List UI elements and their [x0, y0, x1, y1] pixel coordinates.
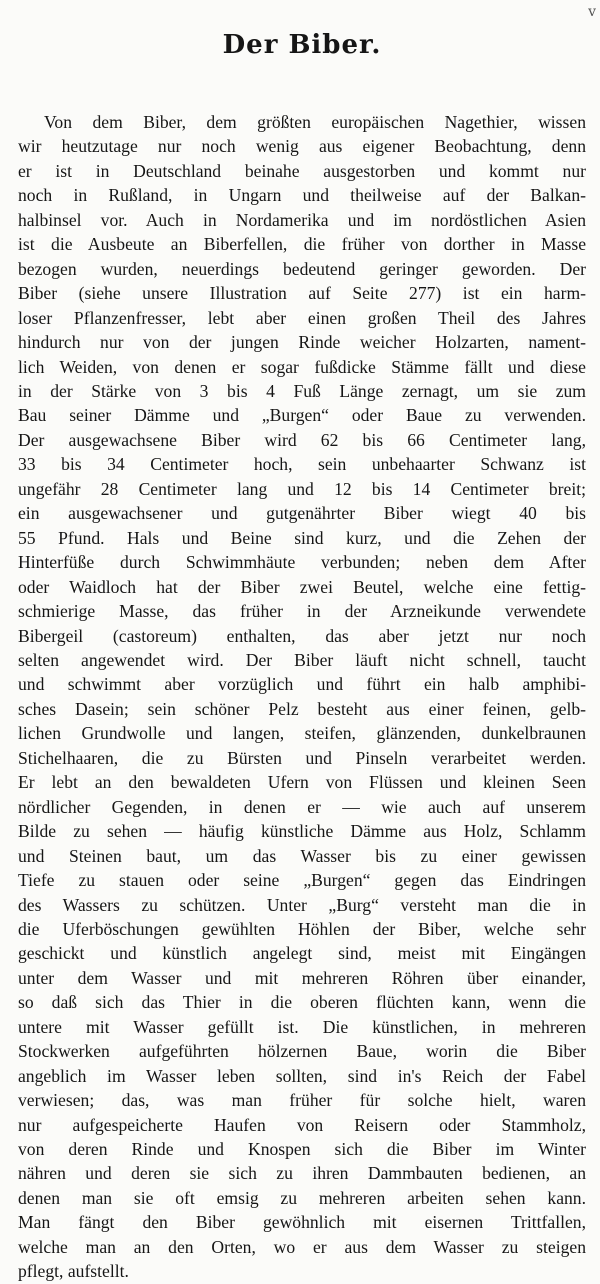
text-line: Man fängt den Biber gewöhnlich mit eisernen Trittfallen, — [18, 1212, 586, 1233]
text-line: Biber (siehe unsere Illustration auf Seite 277) ist ein harm- — [18, 283, 586, 304]
text-line: verwiesen; das, was man früher für solche hielt, waren — [18, 1090, 586, 1111]
article-body — [18, 110, 586, 1284]
text-line: angeblich im Wasser leben sollten, sind in's Reich der Fabel — [18, 1065, 586, 1086]
text-line: unter dem Wasser und mit mehreren Röhren über einander, — [18, 967, 586, 988]
text-line: Bibergeil (castoreum) enthalten, das aber jetzt nur noch — [18, 625, 586, 646]
text-line: so daß sich das Thier in die oberen flüchten kann, wenn die — [18, 992, 586, 1013]
text-line: wir heutzutage nur noch wenig aus eigener Beobachtung, denn — [18, 136, 586, 157]
text-line: untere mit Wasser gefüllt ist. Die künstlichen, in mehreren — [18, 1016, 586, 1037]
text-line: des Wassers zu schützen. Unter „Burg“ versteht man die in — [18, 894, 586, 915]
text-line: ein ausgewachsener und gutgenährter Biber wiegt 40 bis — [18, 503, 586, 524]
text-line: bezogen wurden, neuerdings bedeutend geringer geworden. Der — [18, 258, 586, 279]
text-line: Der ausgewachsene Biber wird 62 bis 66 Centimeter lang, — [18, 429, 586, 450]
text-line: loser Pflanzenfresser, lebt aber einen großen Theil des Jahres — [18, 307, 586, 328]
text-line: noch in Rußland, in Ungarn und theilweise auf der Balkan- — [18, 185, 586, 206]
text-line: ist die Ausbeute an Biberfellen, die früher von dorther in Masse — [18, 234, 586, 255]
text-line: lich Weiden, von denen er sogar fußdicke Stämme fällt und diese — [18, 356, 586, 377]
text-line: die Uferböschungen gewühlten Höhlen der Biber, welche sehr — [18, 918, 586, 939]
text-line: oder Waidloch hat der Biber zwei Beutel, welche eine fettig- — [18, 576, 586, 597]
text-line: und schwimmt aber vorzüglich und führt ein halb amphibi- — [18, 674, 586, 695]
text-line: Hinterfüße durch Schwimmhäute verbunden; neben dem After — [18, 552, 586, 573]
text-line: Stockwerken aufgeführten hölzernen Baue, worin die Biber — [18, 1041, 586, 1062]
text-line: nur aufgespeicherte Haufen von Reisern oder Stammholz, — [18, 1114, 586, 1135]
text-line: sches Dasein; sein schöner Pelz besteht aus einer feinen, gelb- — [18, 698, 586, 719]
text-line: Er lebt an den bewaldeten Ufern von Flüssen und kleinen Seen — [18, 772, 586, 793]
text-line: schmierige Masse, das früher in der Arzneikunde verwendete — [18, 601, 586, 622]
text-line: in der Stärke von 3 bis 4 Fuß Länge zernagt, um sie zum — [18, 380, 586, 401]
text-line: von deren Rinde und Knospen sich die Biber im Winter — [18, 1139, 586, 1160]
text-line: Bau seiner Dämme und „Burgen“ oder Baue zu verwenden. — [18, 405, 586, 426]
text-line: nähren und deren sie sich zu ihren Dammbauten bedienen, an — [18, 1163, 586, 1184]
text-line: geschickt und künstlich angelegt sind, meist mit Eingängen — [18, 943, 586, 964]
text-line: denen man sie oft emsig zu mehreren arbeiten sehen kann. — [18, 1187, 586, 1208]
text-line: Von dem Biber, dem größten europäischen Nagethier, wissen — [44, 112, 586, 132]
text-line: lichen Grundwolle und langen, steifen, glänzenden, dunkelbraunen — [18, 723, 586, 744]
article-title: Der Biber. — [222, 30, 382, 60]
text-line: er ist in Deutschland beinahe ausgestorben und kommt nur — [18, 160, 586, 181]
text-line: pflegt, aufstellt. — [18, 1261, 129, 1282]
text-line: ungefähr 28 Centimeter lang und 12 bis 14 Centimeter breit; — [18, 478, 586, 499]
text-line: 55 Pfund. Hals und Beine sind kurz, und die Zehen der — [18, 527, 586, 548]
text-line: und Steinen baut, um das Wasser bis zu einer gewissen — [18, 845, 586, 866]
text-line: Stichelhaaren, die zu Bürsten und Pinseln verarbeitet werden. — [18, 747, 586, 768]
page-edge-mark: v — [588, 4, 596, 20]
text-line: Tiefe zu stauen oder seine „Burgen“ gegen das Eindringen — [18, 870, 586, 891]
text-line: welche man an den Orten, wo er aus dem Wasser zu steigen — [18, 1236, 586, 1257]
text-line: nördlicher Gegenden, in denen er — wie auch auf unserem — [18, 796, 586, 817]
text-line: halbinsel vor. Auch in Nordamerika und im nordöstlichen Asien — [18, 209, 586, 230]
text-line: Bilde zu sehen — häufig künstliche Dämme aus Holz, Schlamm — [18, 821, 586, 842]
text-line: hindurch nur von der jungen Rinde weicher Holzarten, nament- — [18, 332, 586, 353]
text-line: 33 bis 34 Centimeter hoch, sein unbehaarter Schwanz ist — [18, 454, 586, 475]
text-line: selten angewendet wird. Der Biber läuft nicht schnell, taucht — [18, 649, 586, 670]
